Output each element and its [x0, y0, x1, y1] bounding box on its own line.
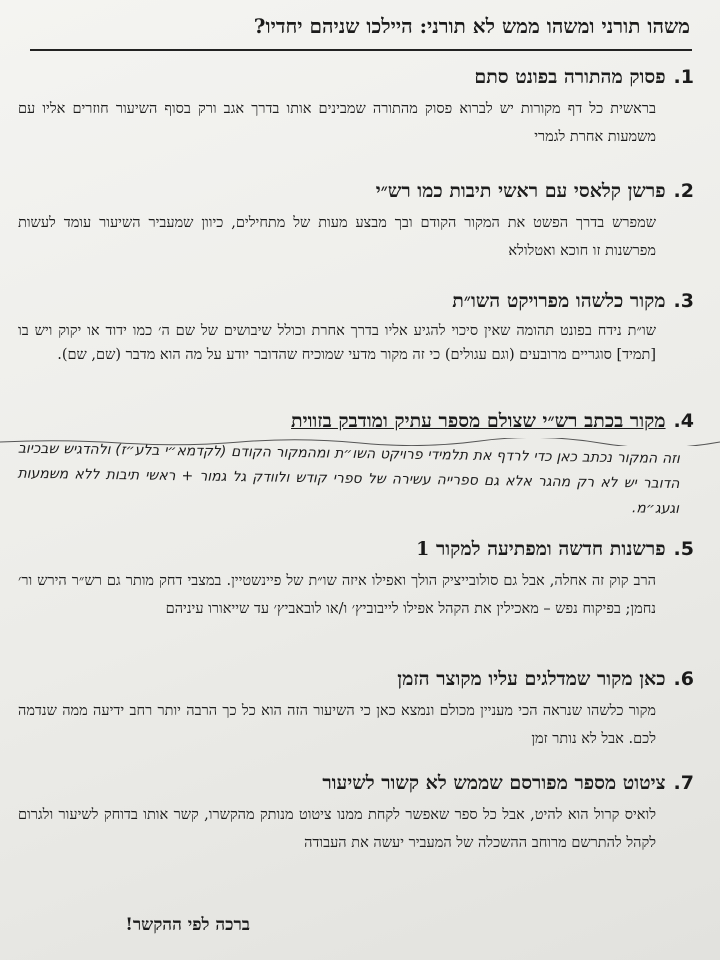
section-text: שו״ת נידח בפונט תהומה שאין סיכוי להגיע אליו בדרך אחרת וכולל שיבושים של שם ה׳ כמו ידוד או יקוק ויש בו [תמיד] סוגריים מרובעים (וגם עגולים) כי זה מקור מדעי שמוכיח שהדובר יודע על מה הוא מדבר (שם, שם). [18, 323, 656, 363]
page-title: משהו תורני ומשהו ממש לא תורני: היילכו שניהם יחדיו? [253, 14, 690, 38]
section-heading [18, 180, 694, 203]
closing-line: ברכה לפי ההקשר! [125, 915, 250, 935]
section-number: .2 [673, 180, 694, 202]
section-heading [18, 290, 694, 313]
section-title: פרשנות חדשה ומפתיעה למקור 1 [416, 538, 666, 560]
section-number: .4 [673, 410, 694, 432]
section-heading [18, 668, 694, 691]
pasted-clipping-edge [0, 438, 720, 446]
section-number: .5 [673, 538, 694, 560]
section-title: פרשן קלאסי עם ראשי תיבות כמו רש״י [375, 180, 666, 202]
section-number: .1 [673, 66, 694, 88]
section-6 [18, 668, 694, 753]
title-underline [30, 49, 692, 51]
section-number: .3 [673, 290, 694, 312]
section-title: כאן מקור שמדלגים עליו מקוצר הזמן [397, 668, 666, 690]
section-heading [18, 66, 694, 89]
section-heading [18, 538, 694, 561]
section-text: בראשית כל דף מקורות יש לברוא פסוק מהתורה שמבינים אותו בדרך אגב ורק בסוף השיעור חוזרים אליו עם משמעות אחרת לגמרי [18, 101, 656, 145]
section-title: פסוק מהתורה בפונט סתם [474, 66, 666, 88]
section-2 [18, 180, 694, 265]
section-7 [18, 772, 694, 857]
section-text: מקור כלשהו שנראה הכי מעניין מכולם ונמצא כאן כי השיעור הזה הוא כל כך הרבה יותר רחב ידיעה ממה שנדמה לכם. אבל לא נותר זמן [18, 703, 656, 747]
section-3 [18, 290, 694, 367]
section-title: מקור בכתב רש״י שצולם מספר עתיק ומודבק בזווית [291, 410, 666, 432]
section-1 [18, 66, 694, 151]
section-heading [18, 410, 694, 433]
section-text: שמפרש בדרך הפשט את המקור הקודם ובך מבצע מעות של מתחילים, כיוון שמעביר השיעור עומד לעשות מפרשנות זו חוכא ואטלולא [18, 215, 656, 259]
section-4 [18, 410, 694, 522]
section-heading [18, 772, 694, 795]
section-title: מקור כלשהו מפרויקט השו״ת [452, 290, 666, 312]
section-text-handwritten: וזה המקור נכתב כאן כדי לרדף את תלמידי פרויקט השו״ת ומהמקור הקודם (לקדמא״י בלע״ז) ולהדגיש שבכיוב הדובר יש לא רק מהגר אלא גם ספרייה עשירה של ספרי קודש ולוודק גל גמור + ראשי תיבות ללא משמעות וגעג״מ. [17, 440, 680, 517]
section-title: ציטוט מספר מפורסם שממש לא קשור לשיעור [322, 772, 666, 794]
section-text: הרב קוק זה אחלה, אבל גם סולובייציק הולך ואפילו איזה שו״ת של פיינשטיין. במצבי דחק מותר גם רש״ר הירש ור׳ נחמן; בפיקוח נפש – מאכילין את הקהל אפילו לייבוביץ׳ ו/או לובאביץ׳ עד שייאורו עיניהם [18, 573, 656, 617]
section-5 [18, 538, 694, 623]
section-text: לואיס קרול הוא להיט, אבל כל ספר שאפשר לקחת ממנו ציטוט מנותק מהקשרו, קשר אותו בדוחק לשיעור ולגרום לקהל להתרשם מרוחב ההשכלה של המעביר יעשה את העבודה [18, 807, 656, 851]
section-number: .6 [673, 668, 694, 690]
section-number: .7 [673, 772, 694, 794]
